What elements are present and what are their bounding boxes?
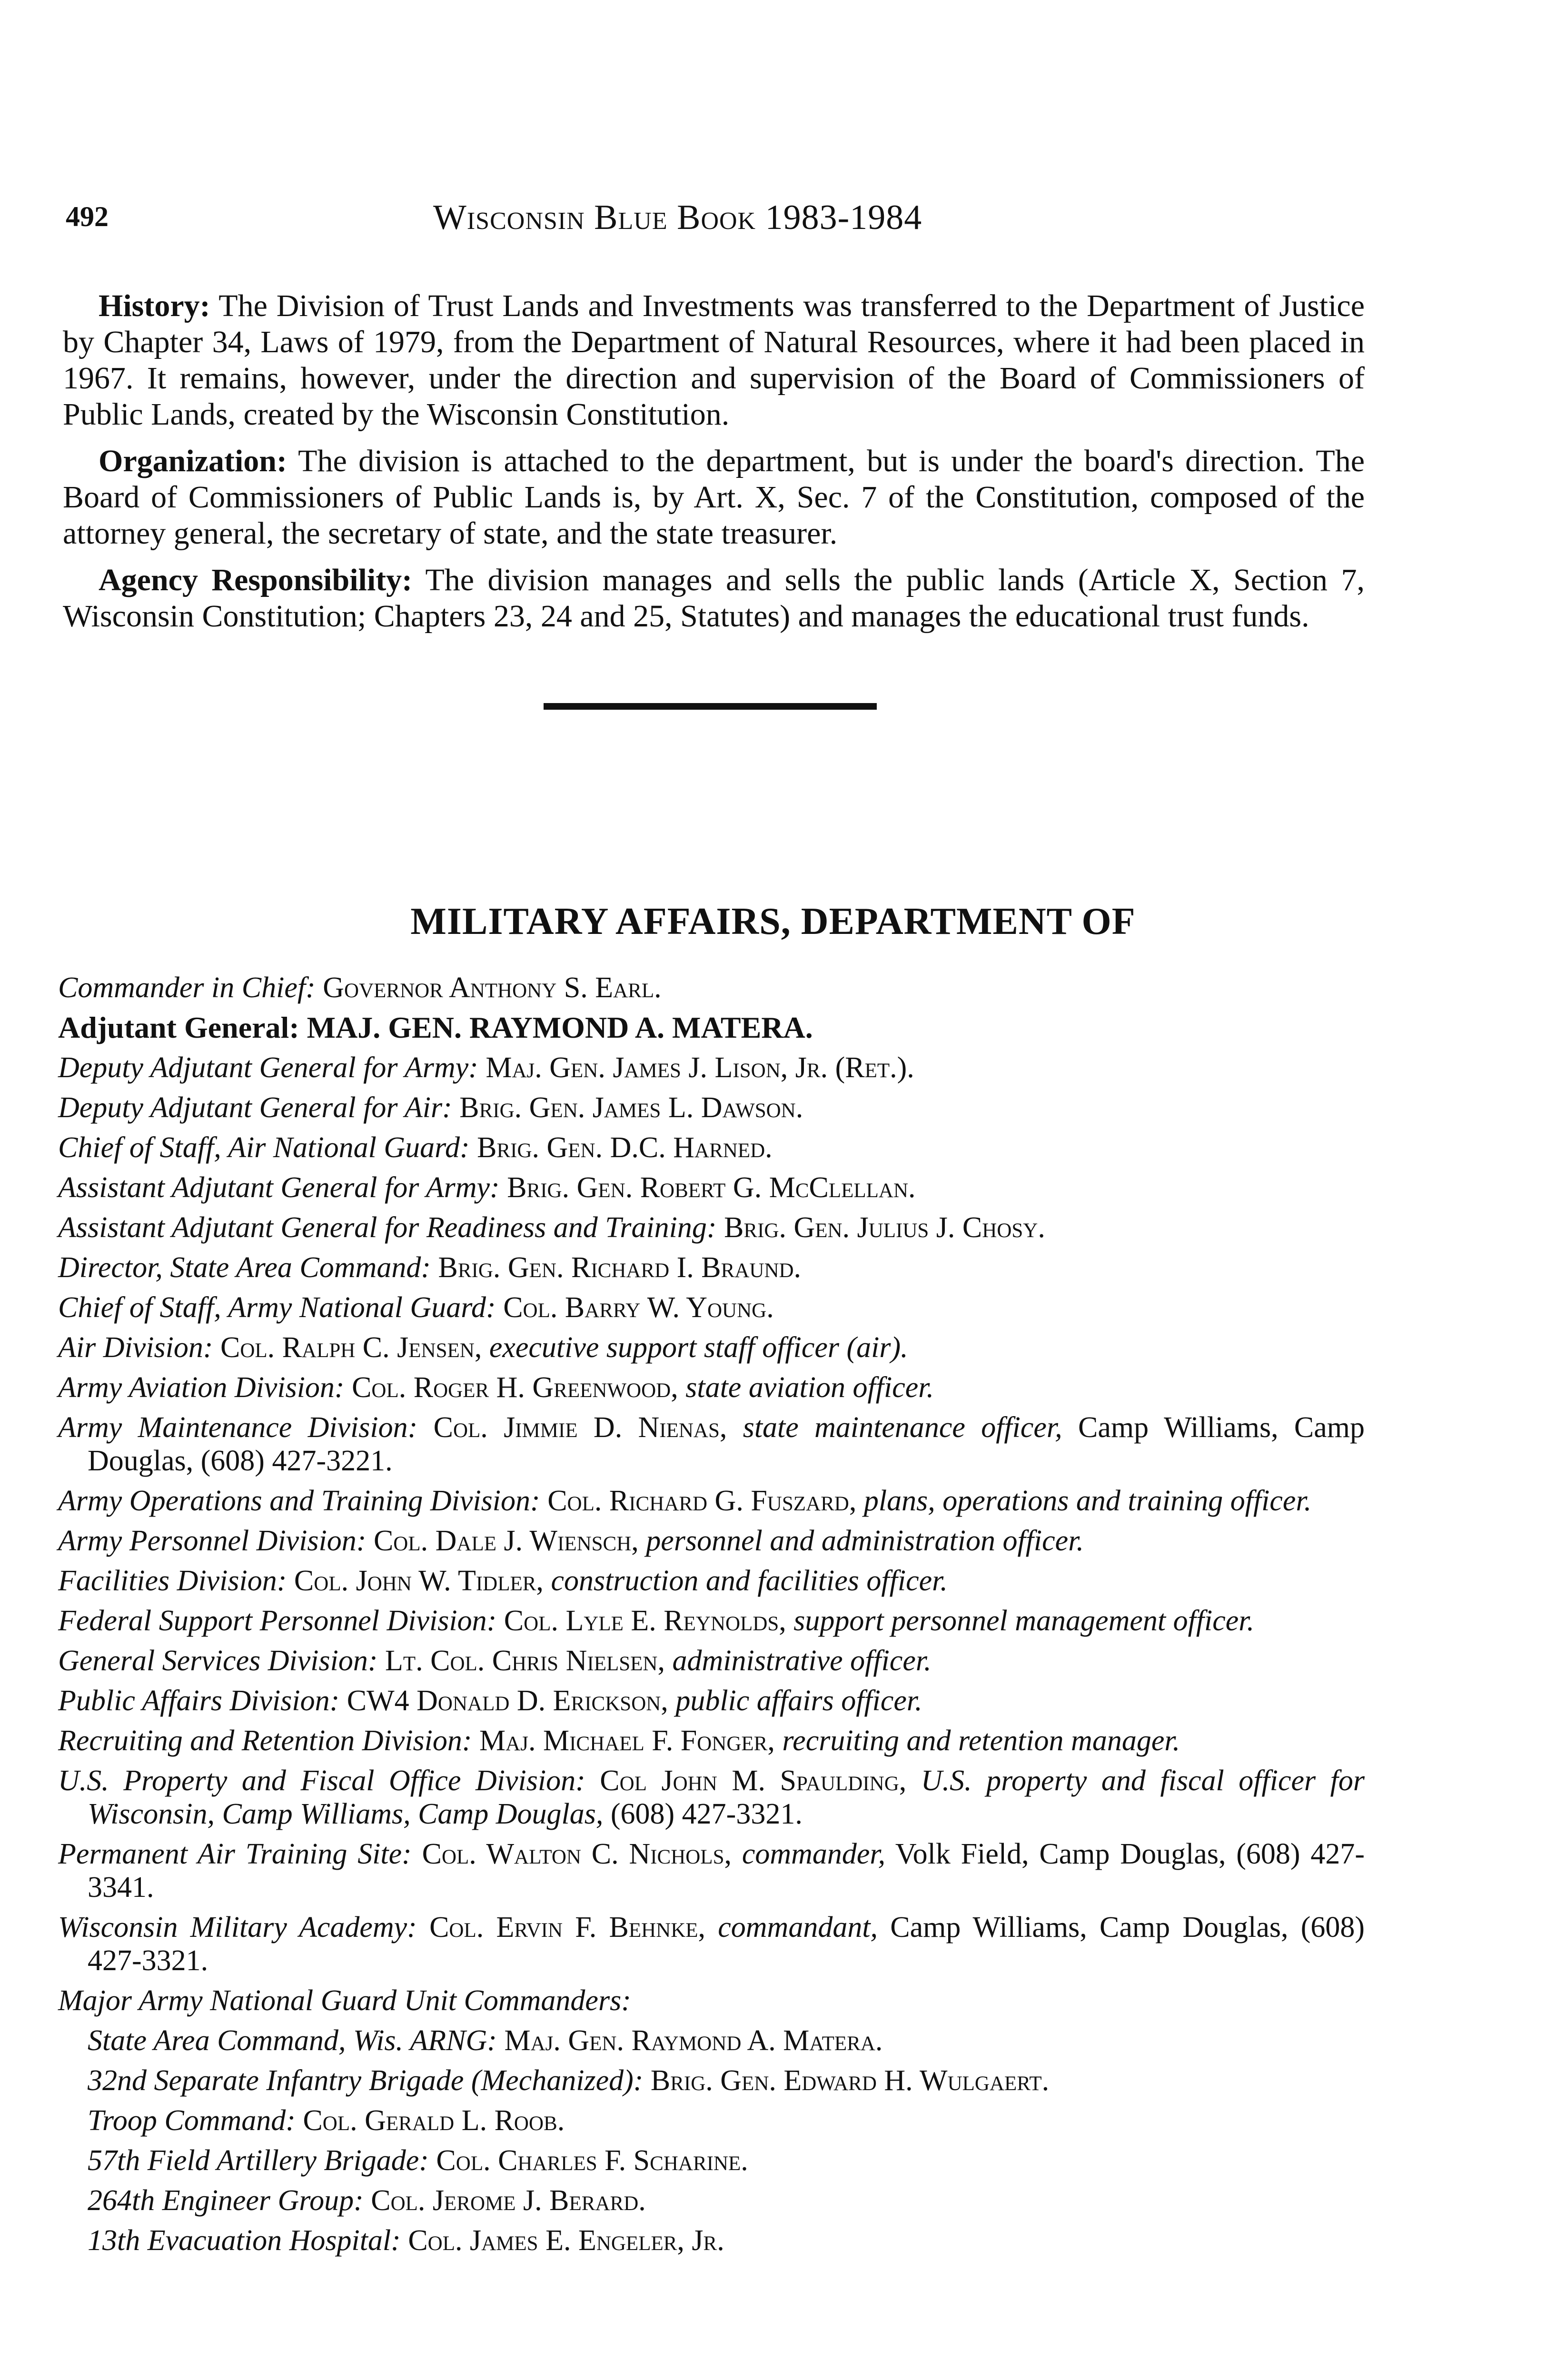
- entry-name: Brig. Gen. D.C. Harned.: [477, 1131, 773, 1164]
- entry-name: Brig. Gen. Julius J. Chosy.: [724, 1211, 1045, 1244]
- entry-role: public affairs officer.: [675, 1685, 922, 1717]
- unit-title: 264th Engineer Group:: [88, 2184, 364, 2217]
- responsibility-text: The division manages and sells the public lands (Article X, Section 7, Wisconsin Constitution; Chapters 23, 24 and 25, Statutes) and manages the educational trust funds.: [63, 563, 1365, 634]
- entry-name: Col. Lyle E. Reynolds,: [504, 1605, 786, 1637]
- entry-role: administrative officer.: [672, 1645, 932, 1677]
- unit-entry: [58, 2224, 1365, 2257]
- officer-entry: [58, 1411, 1365, 1478]
- entry-title: Army Maintenance Division:: [58, 1411, 418, 1444]
- entry-name: Col. John W. Tidler,: [294, 1565, 544, 1597]
- trust-lands-section: [63, 288, 1365, 645]
- entry-title: Chief of Staff, Army National Guard:: [58, 1291, 496, 1324]
- entry-name: Col. Walton C. Nichols,: [422, 1838, 732, 1870]
- entry-title: Air Division:: [58, 1331, 213, 1364]
- entry-role: construction and facilities officer.: [551, 1565, 948, 1597]
- page-number: 492: [66, 201, 109, 232]
- entry-role: personnel and administration officer.: [646, 1525, 1084, 1557]
- entry-name: Brig. Gen. Richard I. Braund.: [438, 1251, 802, 1284]
- officer-entry: [58, 1091, 1365, 1124]
- entry-name: Col. Richard G. Fuszard,: [547, 1485, 857, 1517]
- officer-entry: [58, 1604, 1365, 1637]
- entry-role: support personnel management officer.: [793, 1605, 1255, 1637]
- entry-role: U.S. property and fiscal officer for Wisconsin, Camp Williams, Camp Douglas,: [88, 1765, 1365, 1830]
- organization-paragraph: [63, 443, 1365, 552]
- unit-title: State Area Command, Wis. ARNG:: [88, 2024, 497, 2057]
- history-paragraph: [63, 288, 1365, 433]
- entry-name: Maj. Gen. James J. Lison, Jr. (Ret.).: [486, 1051, 914, 1084]
- unit-entry: [58, 2104, 1365, 2137]
- entry-name: Col. Jimmie D. Nienas,: [433, 1411, 727, 1444]
- entry-name: CW4 Donald D. Erickson,: [347, 1685, 668, 1717]
- history-text: The Division of Trust Lands and Investments was transferred to the Department of Justice by Chapter 34, Laws of 1979, from the Department of Natural Resources, where it had been placed in 1967. It remains, however, under the direction and supervision of the Board of Commissioners of Public Lands, created by the Wisconsin Constitution.: [63, 288, 1365, 432]
- entry-role: commander,: [742, 1838, 886, 1870]
- officer-entry: [58, 1371, 1365, 1404]
- department-roster: [58, 971, 1365, 2264]
- unit-title: 13th Evacuation Hospital:: [88, 2224, 401, 2257]
- entry-title: General Services Division:: [58, 1645, 378, 1677]
- unit-title: Troop Command:: [88, 2104, 296, 2137]
- entry-title: Army Personnel Division:: [58, 1525, 367, 1557]
- unit-commanders-heading: [58, 1984, 1365, 2017]
- officer-list: [58, 1051, 1365, 1977]
- entry-location: Camp Williams, Camp Douglas, (608) 427-3321.: [88, 1911, 1365, 1977]
- entry-title: Director, State Area Command:: [58, 1251, 431, 1284]
- entry-name: Col. Dale J. Wiensch,: [373, 1525, 639, 1557]
- entry-title: Facilities Division:: [58, 1565, 287, 1597]
- unit-commander-name: Col. James E. Engeler, Jr.: [408, 2224, 724, 2257]
- officer-entry: [58, 1644, 1365, 1677]
- officer-entry: [58, 1564, 1365, 1597]
- officer-entry: [58, 1171, 1365, 1204]
- officer-entry: [58, 1764, 1365, 1831]
- entry-location: (608) 427-3321.: [610, 1798, 803, 1830]
- organization-text: The division is attached to the department, but is under the board's direction. The Board of Commissioners of Public Lands is, by Art. X, Sec. 7 of the Constitution, composed of the attorney general, the secretary of state, and the state treasurer.: [63, 444, 1365, 551]
- responsibility-label: Agency Responsibility:: [99, 563, 413, 597]
- unit-commanders-heading-text: Major Army National Guard Unit Commanders:: [58, 1984, 631, 2017]
- department-title: MILITARY AFFAIRS, DEPARTMENT OF: [410, 901, 1136, 942]
- officer-entry: [58, 1331, 1365, 1364]
- entry-title: Public Affairs Division:: [58, 1685, 340, 1717]
- entry-title: U.S. Property and Fiscal Office Division:: [58, 1765, 585, 1797]
- entry-title: Deputy Adjutant General for Army:: [58, 1051, 478, 1084]
- entry-title: Assistant Adjutant General for Readiness and Training:: [58, 1211, 717, 1244]
- entry-role: executive support staff officer (air).: [489, 1331, 908, 1364]
- officer-entry: [58, 1211, 1365, 1244]
- unit-commander-name: Col. Jerome J. Berard.: [371, 2184, 646, 2217]
- officer-entry: [58, 1131, 1365, 1164]
- entry-name: Col. Barry W. Young.: [503, 1291, 774, 1324]
- entry-name: Lt. Col. Chris Nielsen,: [385, 1645, 665, 1677]
- entry-name: Brig. Gen. James L. Dawson.: [459, 1091, 803, 1124]
- unit-entry: [58, 2184, 1365, 2217]
- entry-title: Permanent Air Training Site:: [58, 1838, 412, 1870]
- officer-entry: [58, 1484, 1365, 1517]
- entry-role: recruiting and retention manager.: [782, 1725, 1180, 1757]
- unit-entry: [58, 2064, 1365, 2097]
- unit-commander-name: Brig. Gen. Edward H. Wulgaert.: [650, 2064, 1050, 2097]
- entry-name: Governor Anthony S. Earl.: [323, 972, 662, 1004]
- entry-name: MAJ. GEN. RAYMOND A. MATERA.: [307, 1011, 813, 1044]
- entry-title: Federal Support Personnel Division:: [58, 1605, 497, 1637]
- entry-name: Maj. Michael F. Fonger,: [479, 1725, 775, 1757]
- entry-role: plans, operations and training officer.: [863, 1485, 1312, 1517]
- organization-label: Organization:: [99, 444, 287, 478]
- officer-entry: [58, 1051, 1365, 1084]
- unit-entry: [58, 2024, 1365, 2057]
- unit-title: 32nd Separate Infantry Brigade (Mechanized):: [88, 2064, 644, 2097]
- entry-title: Commander in Chief:: [58, 972, 316, 1004]
- entry-name: Col. Ralph C. Jensen,: [220, 1331, 482, 1364]
- entry-title: Deputy Adjutant General for Air:: [58, 1091, 452, 1124]
- unit-commander-name: Col. Charles F. Scharine.: [436, 2144, 748, 2177]
- unit-commander-list: [58, 2024, 1365, 2257]
- entry-title: Army Operations and Training Division:: [58, 1485, 540, 1517]
- section-divider: [544, 703, 877, 710]
- history-label: History:: [99, 288, 210, 323]
- entry-title: Recruiting and Retention Division:: [58, 1725, 472, 1757]
- entry-role: state aviation officer.: [685, 1371, 934, 1404]
- unit-title: 57th Field Artillery Brigade:: [88, 2144, 429, 2177]
- entry-location: Volk Field, Camp Douglas, (608) 427-3341.: [88, 1838, 1365, 1904]
- entry-title: Wisconsin Military Academy:: [58, 1911, 417, 1944]
- officer-entry: [58, 1251, 1365, 1284]
- officer-entry: [58, 1724, 1365, 1757]
- entry-title: Assistant Adjutant General for Army:: [58, 1171, 500, 1204]
- entry-name: Col. Ervin F. Behnke,: [429, 1911, 706, 1944]
- adjutant-entry: [58, 1011, 1365, 1044]
- officer-entry: [58, 1524, 1365, 1557]
- officer-entry: [58, 1837, 1365, 1904]
- entry-title: Adjutant General:: [58, 1011, 299, 1044]
- commander-entry: [58, 971, 1365, 1004]
- running-head: Wisconsin Blue Book 1983-1984: [433, 198, 922, 237]
- entry-name: Col. Roger H. Greenwood,: [352, 1371, 678, 1404]
- entry-name: Brig. Gen. Robert G. McClellan.: [507, 1171, 916, 1204]
- entry-name: Col John M. Spaulding,: [600, 1765, 907, 1797]
- unit-commander-name: Col. Gerald L. Roob.: [303, 2104, 565, 2137]
- entry-title: Army Aviation Division:: [58, 1371, 345, 1404]
- officer-entry: [58, 1684, 1365, 1717]
- unit-commander-name: Maj. Gen. Raymond A. Matera.: [504, 2024, 883, 2057]
- entry-location: Camp Williams, Camp Douglas, (608) 427-3221.: [88, 1411, 1365, 1477]
- officer-entry: [58, 1911, 1365, 1977]
- responsibility-paragraph: [63, 562, 1365, 635]
- entry-role: state maintenance officer,: [743, 1411, 1062, 1444]
- unit-entry: [58, 2144, 1365, 2177]
- entry-role: commandant,: [718, 1911, 878, 1944]
- entry-title: Chief of Staff, Air National Guard:: [58, 1131, 470, 1164]
- officer-entry: [58, 1291, 1365, 1324]
